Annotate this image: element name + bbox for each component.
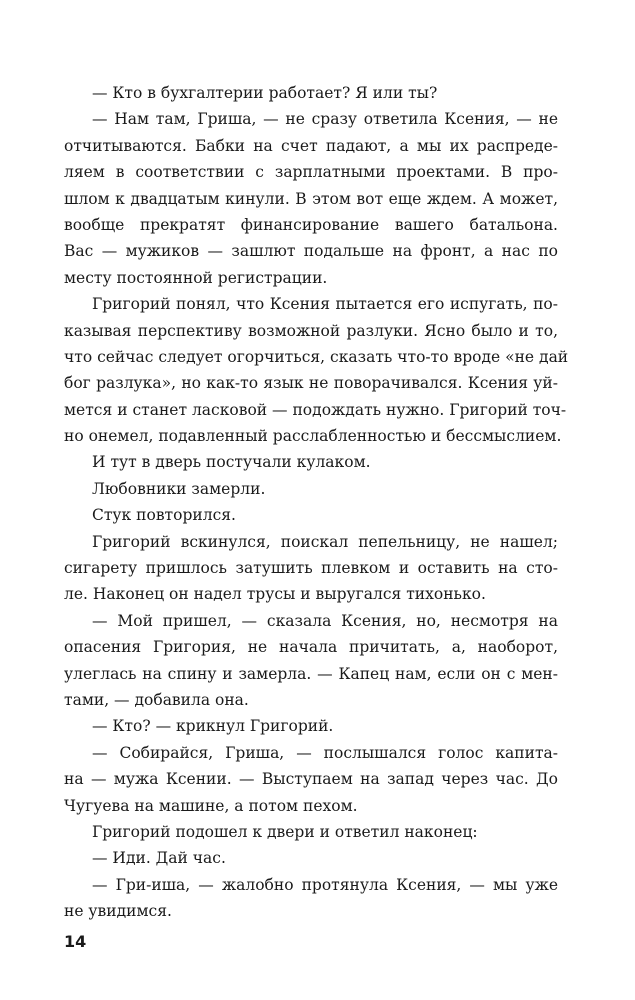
text-line: — Кто в бухгалтерии работает? Я или ты?	[92, 84, 438, 102]
text-line: бог разлука», но как-то язык не поворачивался. Ксения уй-	[64, 374, 558, 393]
text-line: Чугуева на машине, а потом пехом.	[64, 796, 358, 815]
text-line: вообще прекратят финансирование вашего батальона.	[64, 215, 558, 234]
text-line: ле. Наконец он надел трусы и выругался тихонько.	[64, 585, 486, 604]
text-line: месту постоянной регистрации.	[64, 268, 328, 287]
text-line: не увидимся.	[64, 902, 172, 921]
page-number: 14	[64, 932, 87, 951]
text-line: ляем в соответствии с зарплатными проектами. В про-	[64, 163, 558, 182]
text-line: И тут в дверь постучали кулаком.	[92, 453, 371, 472]
text-line: — Нам там, Гриша, — не сразу ответила Ксения, — не	[92, 110, 558, 129]
text-line: — Мой пришел, — сказала Ксения, но, несмотря на	[92, 611, 558, 630]
text-line: — Собирайся, Гриша, — послышался голос капита-	[92, 743, 558, 762]
text-line: улеглась на спину и замерла. — Капец нам, если он с мен-	[64, 664, 558, 683]
text-line: — Гри-иша, — жалобно протянула Ксения, — мы уже	[92, 875, 558, 894]
body-text	[64, 80, 569, 925]
text-line: — Кто? — крикнул Григорий.	[92, 717, 334, 736]
text-line: что сейчас следует огорчиться, сказать что-то вроде «не дай	[64, 347, 569, 366]
text-line: тами, — добавила она.	[64, 690, 249, 709]
text-line: мется и станет ласковой — подождать нужно. Григорий точ-	[64, 400, 567, 419]
text-line: Любовники замерли.	[92, 479, 266, 498]
text-line: — Иди. Дай час.	[92, 849, 226, 868]
text-line: но онемел, подавленный расслабленностью и бессмыслием.	[64, 427, 562, 446]
text-line: Вас — мужиков — зашлют подальше на фронт, а нас по	[64, 242, 558, 261]
text-line: сигарету пришлось затушить плевком и оставить на сто-	[64, 559, 558, 578]
text-line: на — мужа Ксении. — Выступаем на запад через час. До	[64, 770, 558, 789]
text-line: шлом к двадцатым кинули. В этом вот еще ждем. А может,	[64, 189, 558, 208]
text-line: Григорий вскинулся, поискал пепельницу, не нашел;	[92, 532, 558, 551]
text-line: Григорий подошел к двери и ответил наконец:	[92, 822, 478, 841]
text-line: Стук повторился.	[92, 506, 236, 525]
text-line: отчитываются. Бабки на счет падают, а мы их распреде-	[64, 136, 558, 155]
text-line: казывая перспективу возможной разлуки. Ясно было и то,	[64, 321, 558, 340]
text-line: опасения Григория, не начала причитать, а, наоборот,	[64, 638, 558, 657]
text-line: Григорий понял, что Ксения пытается его испугать, по-	[92, 295, 558, 314]
